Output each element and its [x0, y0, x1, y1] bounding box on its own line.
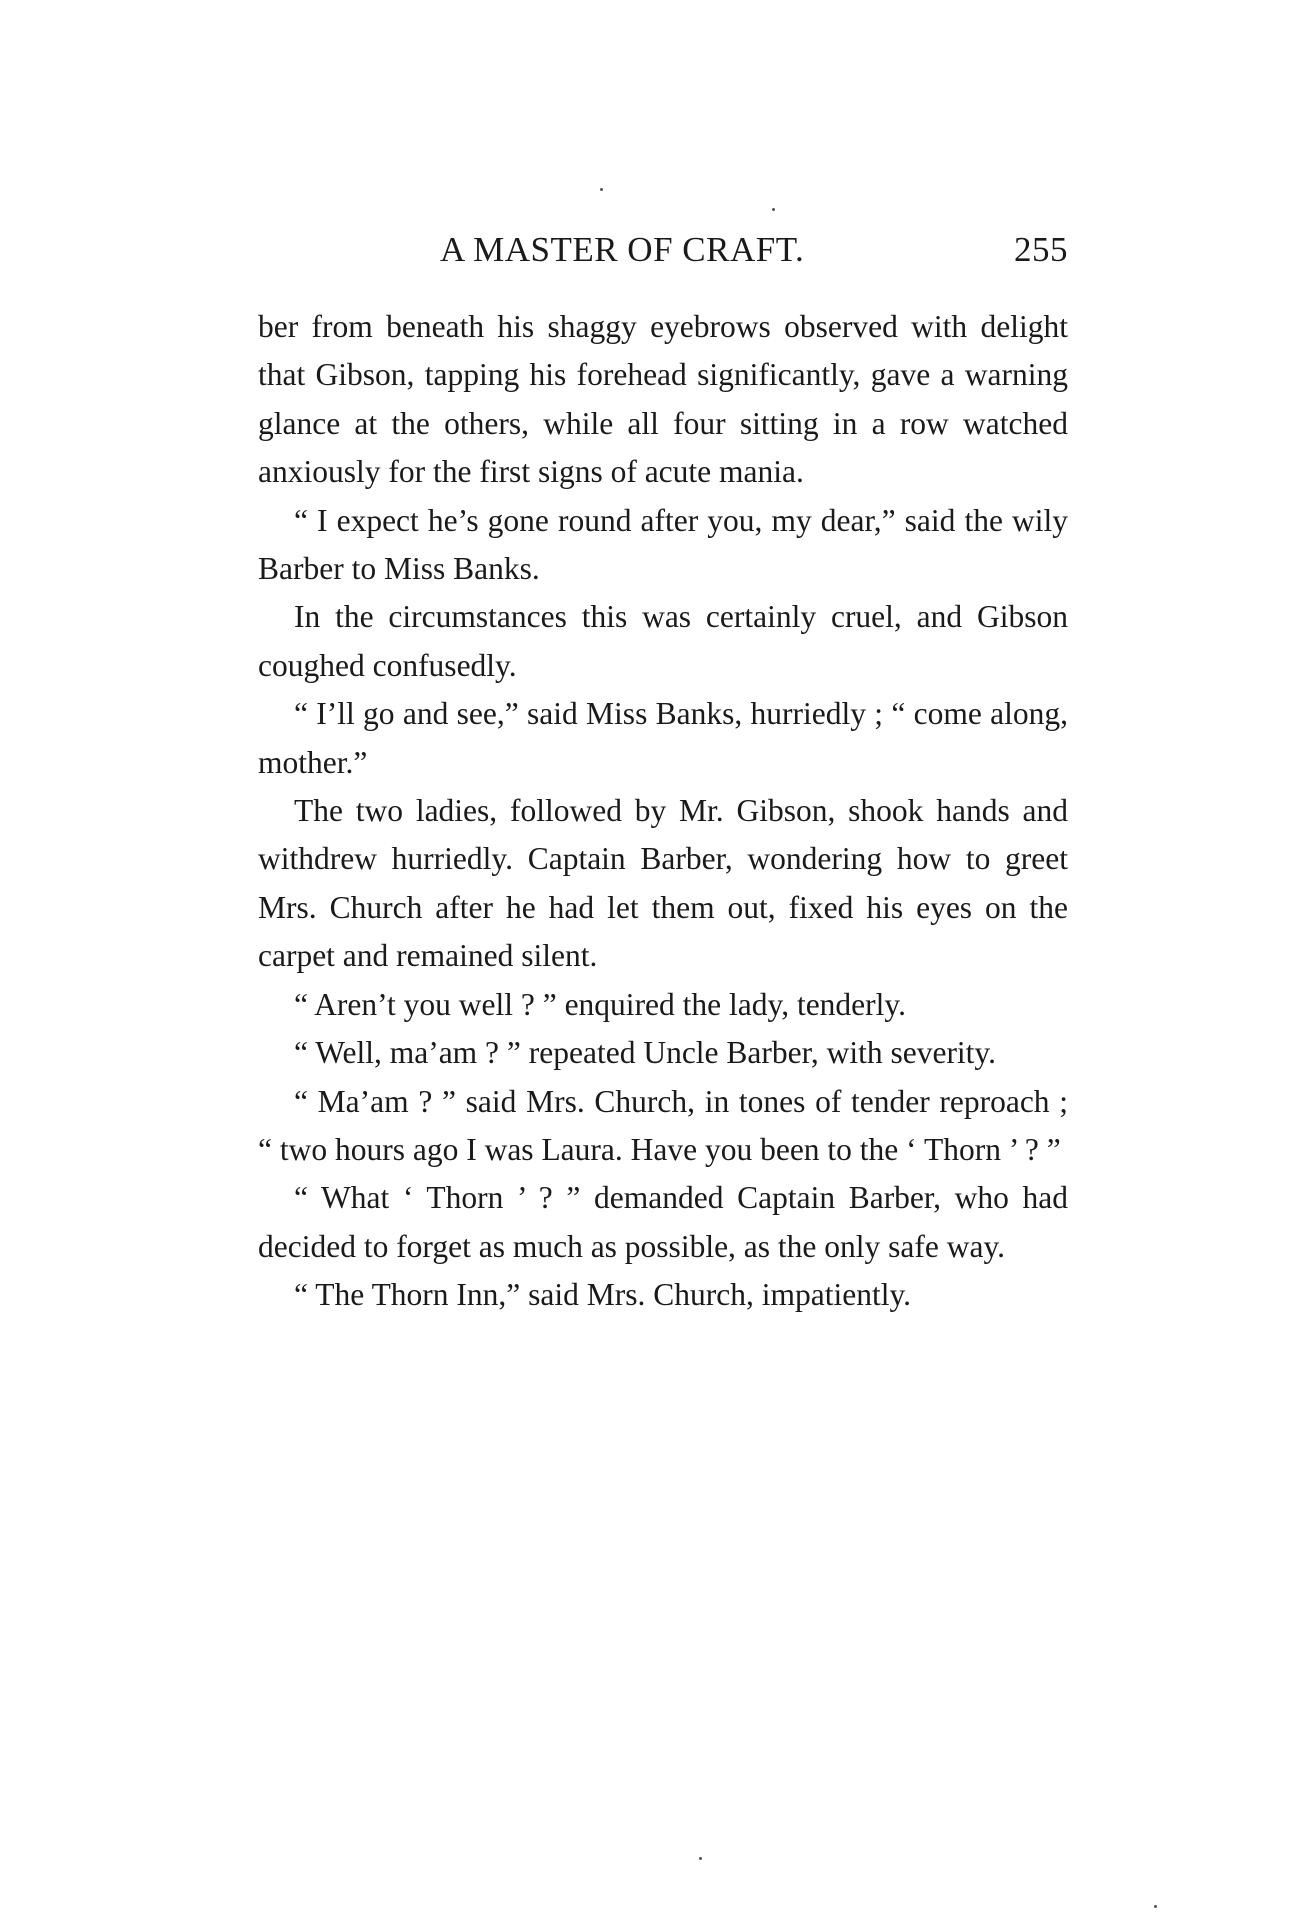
paragraph: “ The Thorn Inn,” said Mrs. Church, impatiently.: [294, 1277, 912, 1313]
running-title: A MASTER OF CRAFT.: [440, 230, 805, 269]
scan-speck: [600, 188, 603, 191]
paragraph: “ Well, ma’am ? ” repeated Uncle Barber, with severity.: [294, 1035, 997, 1071]
paragraph: “ Ma’am ? ” said Mrs. Church, in tones of tender reproach ; “ two hours ago I was Laura. Have you been to the ‘ Thorn ’ ? ”: [258, 1083, 1068, 1167]
page-number: 255: [1014, 230, 1068, 269]
scan-speck: [1154, 1905, 1157, 1908]
scan-speck: [699, 1857, 702, 1860]
paragraph-continued: ber from beneath his shaggy eyebrows observed with delight that Gibson, tapping his forehead significantly, gave a warning glance at the others, while all four sitting in a row watched anxiously for the first signs of acute mania.: [258, 309, 1068, 490]
paragraph: “ I’ll go and see,” said Miss Banks, hurriedly ; “ come along, mother.”: [258, 696, 1068, 780]
body-text: [258, 303, 1068, 1320]
paragraph: “ Aren’t you well ? ” enquired the lady, tenderly.: [294, 986, 906, 1022]
scan-speck: [772, 208, 775, 211]
paragraph: In the circumstances this was certainly cruel, and Gibson coughed confusedly.: [258, 599, 1068, 683]
running-header: [258, 230, 1068, 280]
paragraph: The two ladies, followed by Mr. Gibson, shook hands and withdrew hurriedly. Captain Barber, wondering how to greet Mrs. Church after he had let them out, fixed his eyes on the carpet and remained silent.: [258, 793, 1068, 974]
paragraph: “ I expect he’s gone round after you, my dear,” said the wily Barber to Miss Banks.: [258, 502, 1068, 587]
paragraph: “ What ‘ Thorn ’ ? ” demanded Captain Barber, who had decided to forget as much as possible, as the only safe way.: [258, 1180, 1068, 1264]
